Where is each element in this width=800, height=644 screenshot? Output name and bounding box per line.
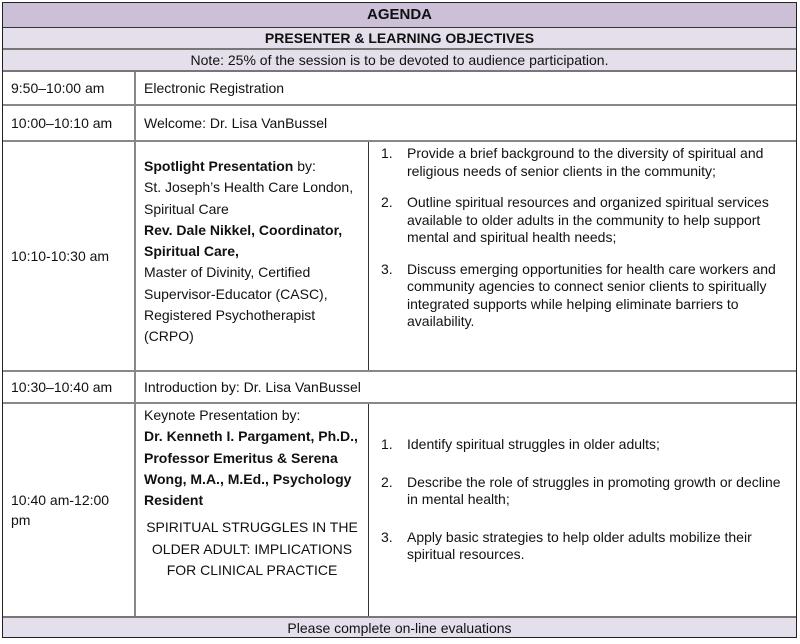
time-text: 10:30–10:40 am	[11, 379, 113, 395]
time-cell	[3, 106, 136, 140]
agenda-note: Note: 25% of the session is to be devoted to audience participation.	[3, 50, 796, 72]
presentation-type: Keynote Presentation by:	[144, 407, 301, 423]
table-row	[3, 106, 796, 142]
table-row	[3, 72, 796, 106]
presentation-by: by:	[293, 158, 316, 174]
activity-cell	[136, 72, 796, 104]
objective-text: Apply basic strategies to help older adults mobilize their spiritual resources.	[407, 528, 752, 563]
time-cell	[3, 72, 136, 104]
table-row	[3, 404, 796, 616]
objective-number: 2.	[381, 473, 393, 490]
objective-number: 2.	[381, 194, 393, 210]
objective-text: Describe the role of struggles in promoting growth or decline in mental health;	[407, 473, 781, 508]
time-cell	[3, 142, 136, 370]
presenter-cell	[136, 404, 369, 616]
time-cell	[3, 404, 136, 616]
presenter-names: Dr. Kenneth I. Pargament, Ph.D., Professor Emeritus & Serena Wong, M.A., M.Ed., Psychology Resident	[144, 428, 358, 509]
table-row	[3, 372, 796, 404]
objective-item	[369, 529, 796, 564]
time-text: 9:50–10:00 am	[11, 80, 105, 96]
presenter-name: Rev. Dale Nikkel, Coordinator, Spiritual Care,	[144, 221, 343, 260]
time-cell	[3, 372, 136, 402]
objectives-list	[369, 145, 796, 331]
activity-cell	[136, 372, 796, 402]
objective-text: Discuss emerging opportunities for health care workers and community agencies to connect senior clients to spiritually integrated supports while helping eliminate barriers to availability.	[407, 260, 776, 329]
objective-number: 3.	[381, 528, 393, 545]
activity-cell	[136, 106, 796, 140]
presenter-cell	[136, 142, 369, 370]
agenda-subtitle: PRESENTER & LEARNING OBJECTIVES	[3, 28, 796, 50]
objective-item	[369, 194, 796, 247]
objective-item	[369, 474, 796, 509]
table-row	[3, 142, 796, 372]
activity-text: Welcome: Dr. Lisa VanBussel	[144, 115, 328, 131]
time-text: 10:00–10:10 am	[11, 115, 113, 131]
time-text: 10:10-10:30 am	[11, 248, 110, 264]
objective-text: Provide a brief background to the diversity of spiritual and religious needs of senior clients in the community;	[407, 145, 764, 179]
objectives-cell	[369, 142, 796, 370]
agenda-title: AGENDA	[3, 3, 796, 28]
objective-number: 3.	[381, 260, 393, 277]
objectives-list	[369, 436, 796, 564]
time-text: 10:40 am-12:00 pm	[11, 492, 110, 528]
objective-item	[369, 261, 796, 331]
agenda-table	[2, 2, 797, 638]
presentation-type: Spotlight Presentation	[144, 158, 294, 174]
evaluation-footer: Please complete on-line evaluations	[3, 616, 796, 637]
objective-item	[369, 145, 796, 180]
objective-item	[369, 436, 796, 454]
objective-text: Outline spiritual resources and organized spiritual services available to older adults in the community to help support mental and spiritual health needs;	[407, 194, 769, 245]
activity-text: Electronic Registration	[144, 80, 285, 96]
objectives-cell	[369, 404, 796, 616]
talk-title: SPIRITUAL STRUGGLES IN THE OLDER ADULT: IMPLICATIONS FOR CLINICAL PRACTICE	[146, 519, 358, 579]
objective-text: Identify spiritual struggles in older adults;	[407, 436, 660, 453]
presenter-credentials: Master of Divinity, Certified Supervisor-Educator (CASC), Registered Psychotherapist (CRPO)	[144, 264, 328, 345]
objective-number: 1.	[381, 145, 393, 161]
activity-text: Introduction by: Dr. Lisa VanBussel	[144, 379, 361, 395]
presenter-org: St. Joseph’s Health Care London, Spiritual Care	[144, 179, 354, 217]
objective-number: 1.	[381, 436, 393, 453]
